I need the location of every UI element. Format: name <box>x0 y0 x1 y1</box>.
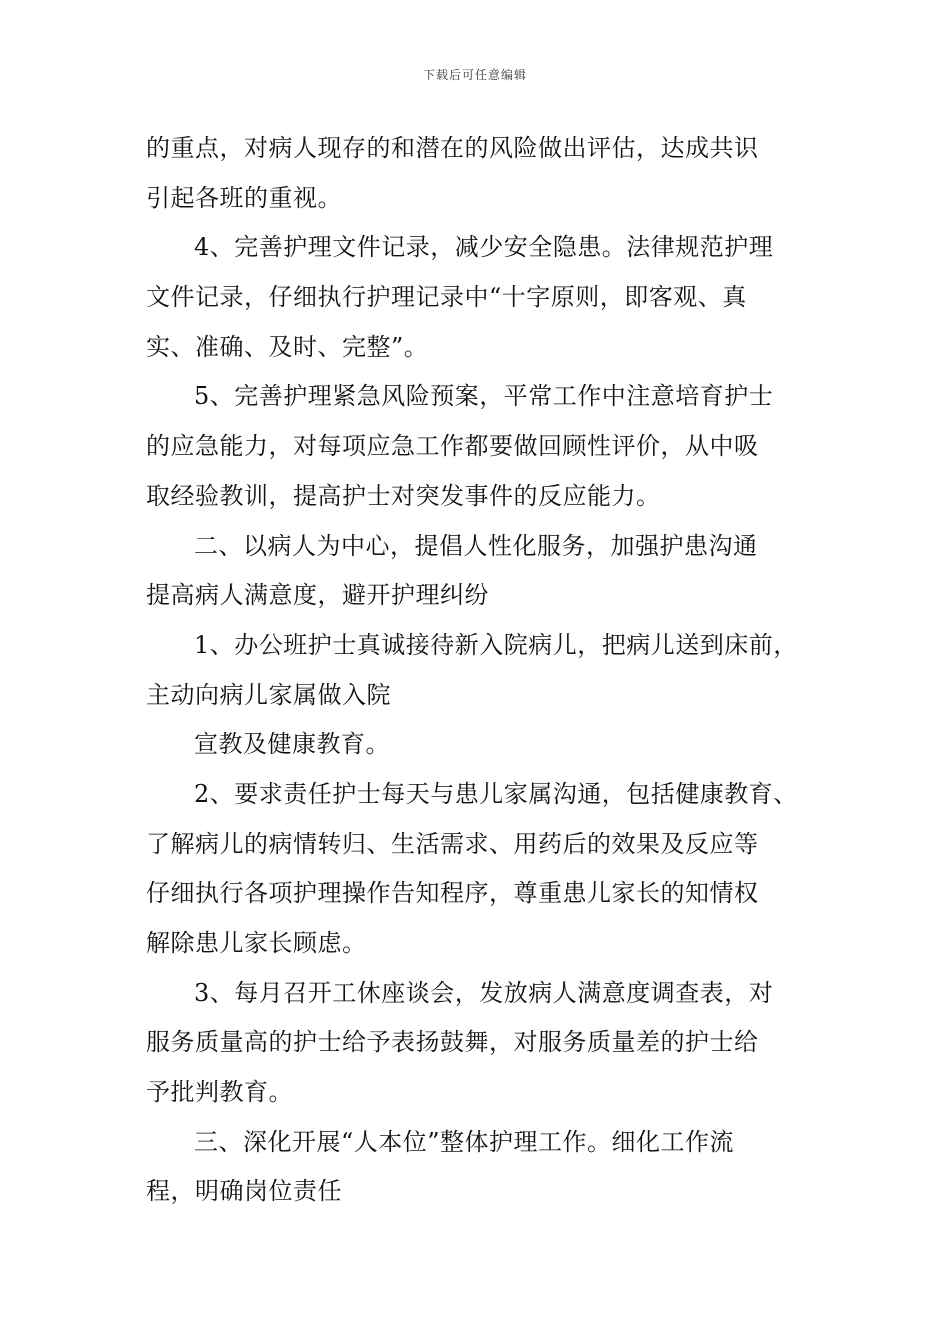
text-line: 文件记录，仔细执行护理记录中“十字原则，即客观、真 <box>146 283 747 312</box>
text-line: 程，明确岗位责任 <box>146 1177 342 1206</box>
text-line: 服务质量高的护士给予表扬鼓舞，对服务质量差的护士给 <box>146 1028 759 1057</box>
text-line: 二、以病人为中心，提倡人性化服务，加强护患沟通 <box>194 531 758 560</box>
text-line: 仔细执行各项护理操作告知程序，尊重患儿家长的知情权 <box>146 879 759 908</box>
text-line: 5、完善护理紧急风险预案，平常工作中注意培育护士 <box>194 382 774 411</box>
text-line: 解除患儿家长顾虑。 <box>146 929 367 957</box>
text-line: 了解病儿的病情转归、生活需求、用药后的效果及反应等 <box>146 829 759 858</box>
text-line: 予批判教育。 <box>146 1078 293 1107</box>
text-line: 实、准确、及时、完整”。 <box>146 332 429 361</box>
document-body <box>146 124 810 1217</box>
text-line: 三、深化开展“人本位”整体护理工作。细化工作流 <box>194 1127 735 1156</box>
text-line: 2、要求责任护士每天与患儿家属沟通，包括健康教育、 <box>194 779 798 808</box>
text-line: 的重点，对病人现存的和潜在的风险做出评估，达成共识 <box>146 134 759 162</box>
text-line: 取经验教训，提高护士对突发事件的反应能力。 <box>146 481 661 510</box>
text-line: 1、办公班护士真诚接待新入院病儿，把病儿送到床前， <box>194 630 798 659</box>
text-line: 宣教及健康教育。 <box>194 730 390 759</box>
text-line: 的应急能力，对每项应急工作都要做回顾性评价，从中吸 <box>146 432 759 461</box>
text-line: 主动向病儿家属做入院 <box>146 680 391 709</box>
text-line: 提高病人满意度，避开护理纠纷 <box>146 581 489 610</box>
text-line: 3、每月召开工休座谈会，发放病人满意度调查表，对 <box>194 978 774 1007</box>
text-line: 引起各班的重视。 <box>146 183 342 212</box>
text-line: 4、完善护理文件记录，减少安全隐患。法律规范护理 <box>194 233 774 262</box>
page-header: 下载后可任意编辑 <box>422 68 527 82</box>
